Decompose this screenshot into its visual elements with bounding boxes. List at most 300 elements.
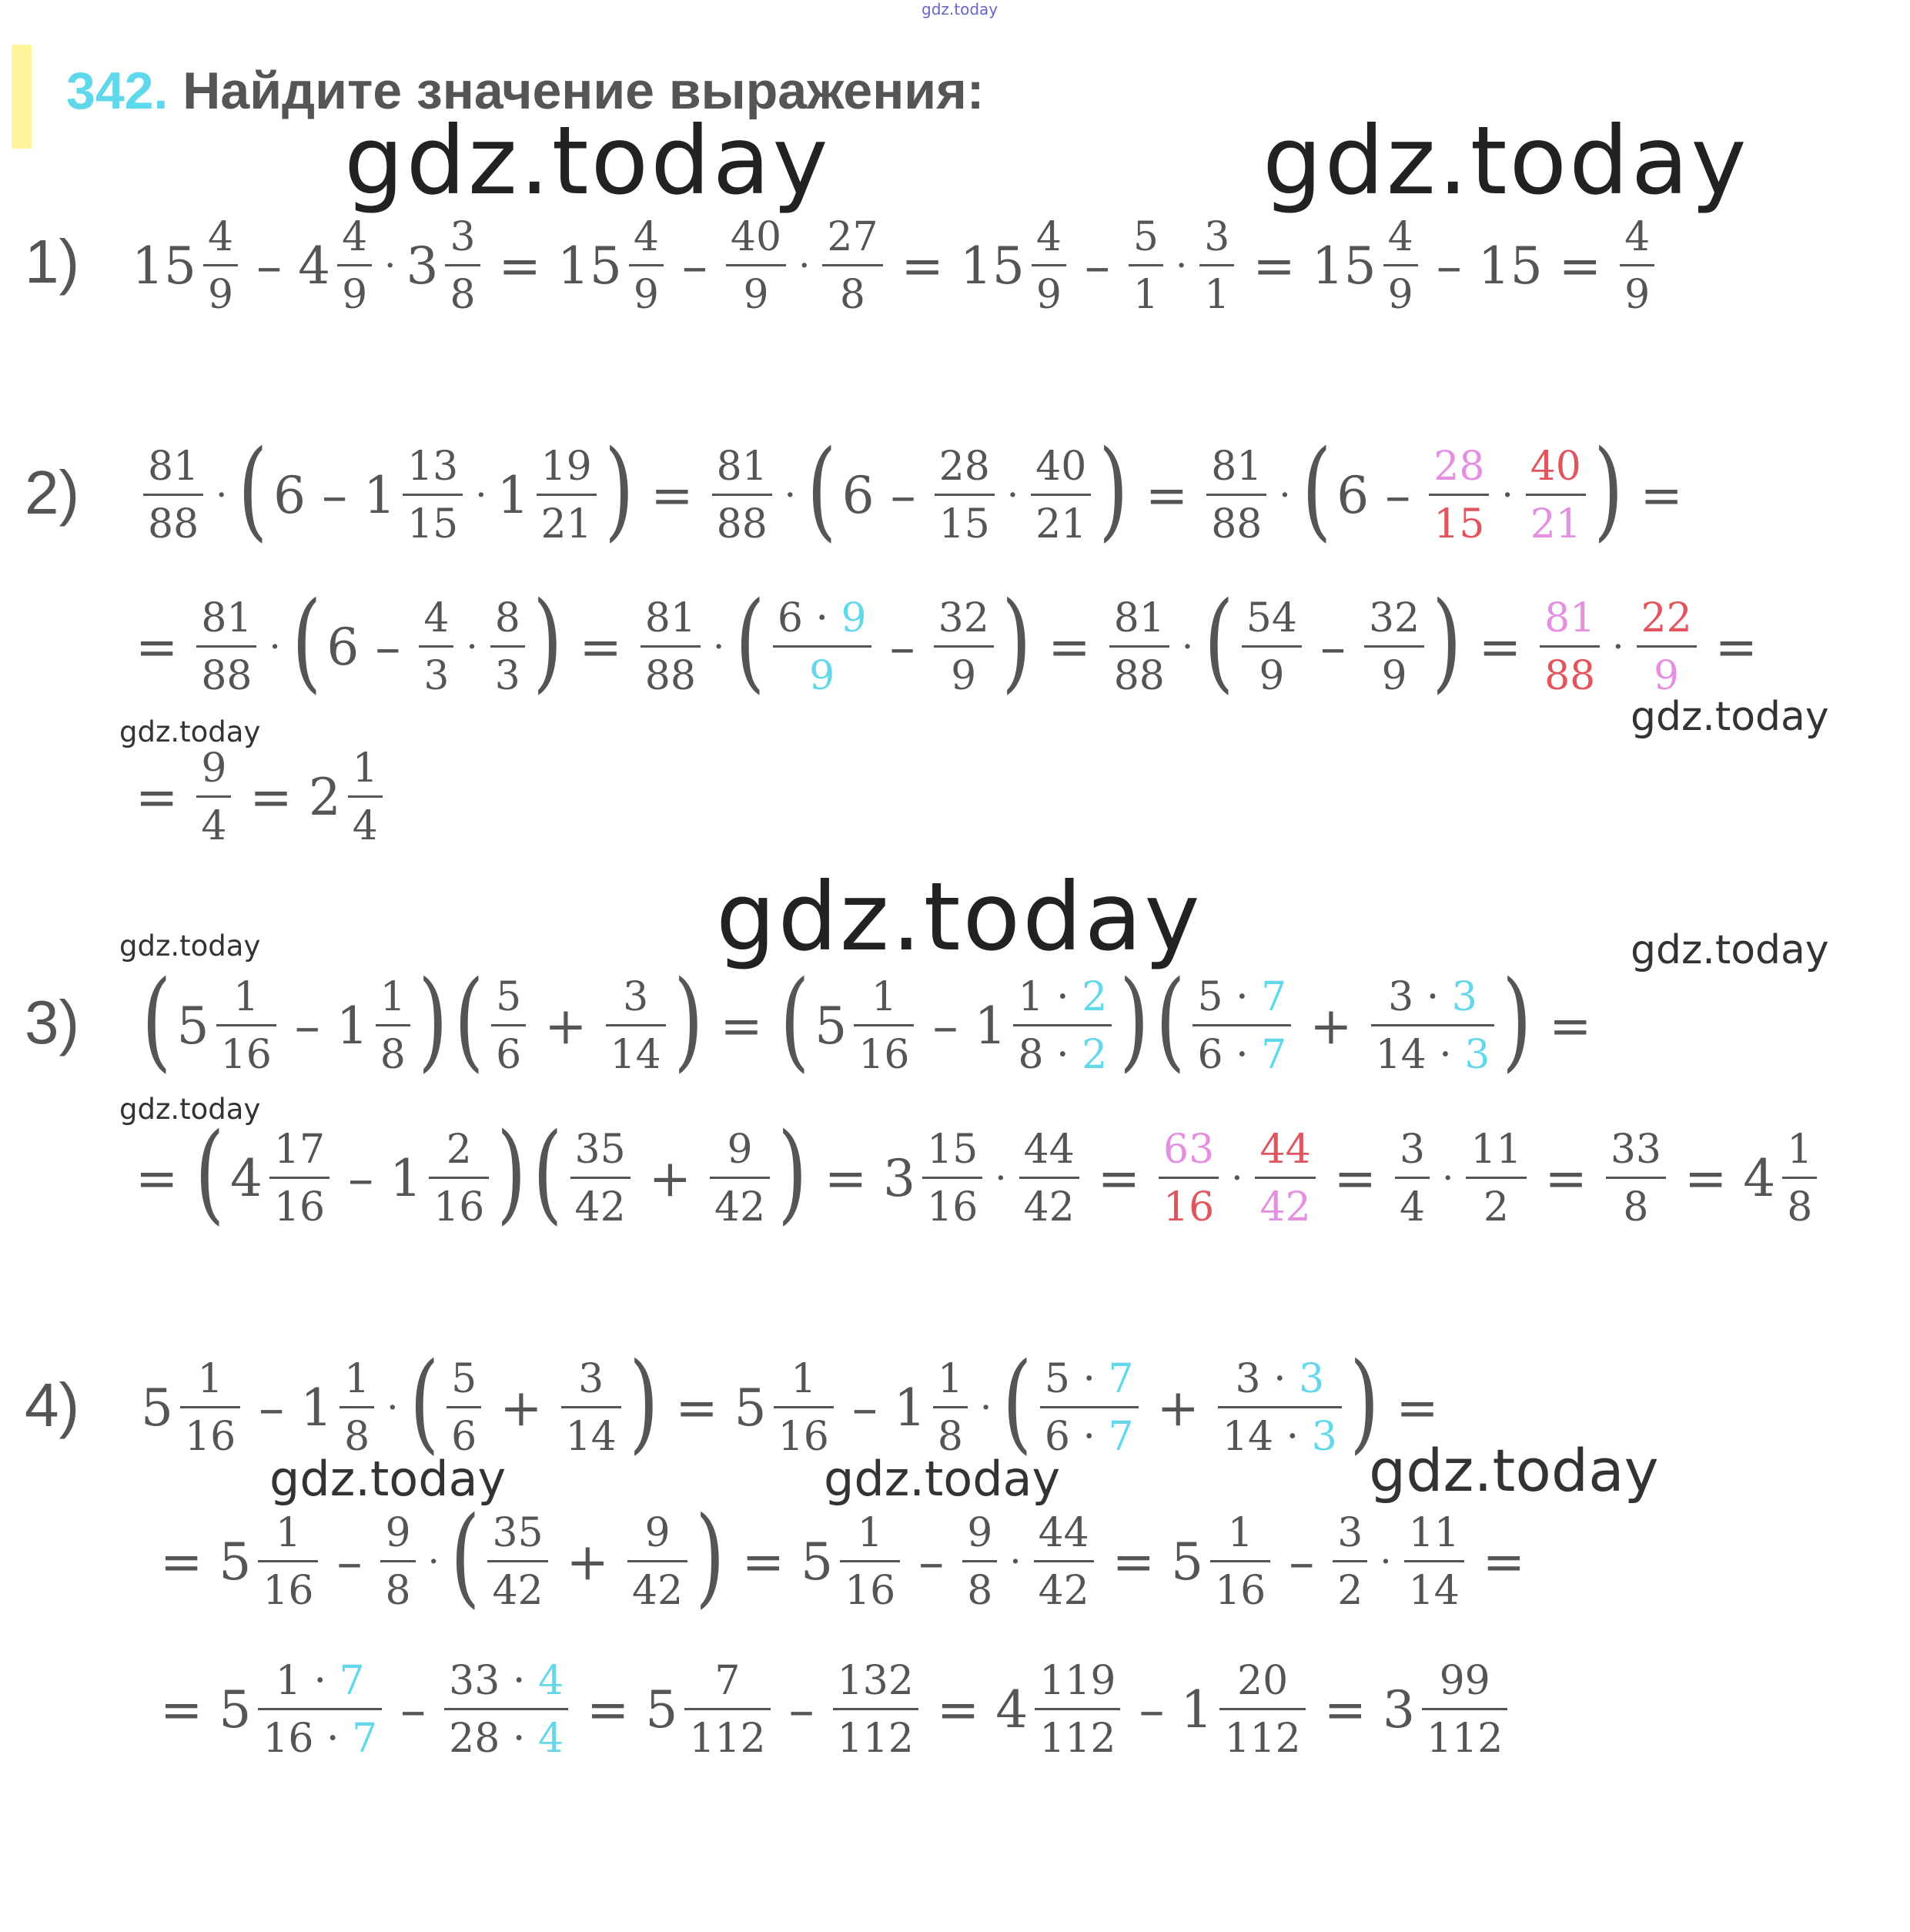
fraction-denominator: 6 [451,1413,477,1460]
fraction-denominator: 2 [1483,1184,1509,1231]
equals-sign: = [936,1679,980,1739]
fraction-numerator: 40 [730,213,782,260]
fraction-numerator: 13 [407,443,459,490]
equals-sign: = [1544,1148,1587,1208]
fraction [403,443,463,547]
fraction [1019,1126,1079,1231]
plus-sign: + [566,1532,609,1592]
plus-sign: + [648,1148,692,1208]
fraction-numerator: 20 [1237,1657,1289,1704]
fraction-denominator: 16 [220,1031,272,1078]
fraction-numerator: 5 · 7 [1044,1355,1134,1402]
fraction [537,443,597,547]
equals-sign: = [1097,1148,1141,1208]
fraction-denominator: 4 [352,802,378,849]
fraction-numerator: 1 [233,973,259,1020]
fraction [1526,443,1586,547]
fraction-numerator: 32 [938,594,989,641]
equals-sign: = [1640,465,1683,525]
fraction-denominator: 16 [1163,1184,1215,1231]
fraction [196,745,231,849]
fraction-denominator: 9 [1035,271,1062,318]
fraction [490,594,525,699]
fraction-numerator: 2 [446,1126,472,1173]
fraction-denominator: 14 · 3 [1375,1031,1490,1078]
fraction-bar [822,264,882,266]
fraction-bar [1395,1177,1430,1179]
fraction [1606,1126,1666,1231]
math-number: 15 [557,236,622,296]
fraction [1466,1126,1526,1231]
multiply-dot: · [1181,625,1194,668]
fraction-bar [1035,1708,1120,1710]
fraction-bar [712,494,772,496]
left-paren: ( [238,427,268,553]
fraction-bar [684,1708,770,1710]
fraction-bar [710,1177,770,1179]
fraction-bar [348,795,383,798]
fraction [1218,1355,1342,1460]
fraction-denominator: 8 · 2 [1018,1031,1108,1078]
fraction-bar [1013,1024,1112,1026]
multiply-dot: · [1442,1157,1454,1200]
fraction-bar [216,1024,276,1026]
fraction-denominator: 9 [1381,652,1407,699]
watermark: gdz.today [119,929,261,963]
fraction-bar [1526,494,1586,496]
equals-sign: = [249,767,293,827]
equals-sign: = [1482,1532,1526,1592]
left-paren: ( [533,1110,563,1236]
fraction [1109,594,1169,699]
fraction-numerator: 1 · 2 [1018,973,1108,1020]
fraction-numerator: 9 [385,1509,411,1556]
math-number: 1 [497,465,530,525]
fraction [180,1355,240,1460]
equals-sign: = [1549,996,1592,1056]
minus-sign: – [1139,1679,1165,1739]
plus-sign: + [1310,996,1353,1056]
left-paren: ( [195,1110,225,1236]
problem-4-line-2 [146,1494,1539,1623]
math-number: 15 [1477,236,1543,296]
fraction-numerator: 5 [496,973,522,1020]
fraction-bar [726,264,786,266]
fraction-denominator: 8 [450,271,476,318]
fraction-bar [854,1024,914,1026]
math-number: 3 [1383,1679,1416,1739]
fraction-denominator: 15 [407,501,459,547]
equals-sign: = [1323,1679,1367,1739]
fraction-numerator: 4 [1035,213,1062,260]
fraction-bar [143,494,203,496]
multiply-dot: · [1380,1540,1392,1583]
fraction-numerator: 4 [1387,213,1413,260]
multiply-dot: · [712,625,725,668]
equals-sign: = [1048,617,1091,677]
fraction-bar [1210,1560,1270,1562]
fraction [1333,1509,1367,1614]
fraction-bar [258,1560,318,1562]
fraction-denominator: 16 [927,1184,978,1231]
fraction-numerator: 11 [1408,1509,1460,1556]
left-paren: ( [1002,1340,1032,1465]
fraction-bar [561,1406,621,1408]
fraction [627,1509,687,1614]
fraction-denominator: 8 [1623,1184,1649,1231]
math-number: 5 [801,1532,834,1592]
right-paren: ) [673,958,704,1083]
equals-sign: = [1396,1378,1439,1438]
math-number: 15 [132,236,196,296]
fraction [1040,1355,1139,1460]
problem-label-4: 4) [25,1371,80,1439]
math-number: 5 [1171,1532,1204,1592]
fraction-bar [1129,264,1163,266]
multiply-dot: · [1009,1540,1022,1583]
fraction-bar [1219,1708,1305,1710]
math-number: 1 [974,996,1007,1056]
fraction-numerator: 1 [871,973,897,1020]
fraction [447,1355,481,1460]
fraction-numerator: 3 [1337,1509,1363,1556]
fraction [1032,213,1066,318]
minus-sign: – [932,996,958,1056]
right-paren: ) [1432,579,1462,705]
fraction-numerator: 1 [344,1355,370,1402]
fraction-numerator: 1 [1787,1126,1813,1173]
fraction-denominator: 16 [433,1184,485,1231]
fraction-numerator: 33 [1610,1126,1661,1173]
fraction-numerator: 3 · 3 [1235,1355,1325,1402]
equals-sign: = [1253,236,1296,296]
problem-label-3: 3) [25,988,80,1056]
fraction [491,973,526,1078]
left-paren: ( [453,958,483,1083]
fraction-numerator: 5 [451,1355,477,1402]
left-paren: ( [1156,958,1186,1083]
fraction [445,213,480,318]
fraction [833,1657,918,1762]
multiply-dot: · [475,474,487,517]
fraction-bar [1040,1406,1139,1408]
fraction [1129,213,1163,318]
fraction [1035,1657,1120,1762]
fraction-denominator: 15 [938,501,990,547]
fraction [444,1657,568,1762]
fraction-denominator: 9 [633,271,659,318]
fraction-numerator: 4 [1624,213,1651,260]
fraction-denominator: 9 [809,652,835,699]
fraction [348,745,383,849]
fraction [419,594,453,699]
fraction-denominator: 8 [385,1567,411,1614]
fraction [429,1126,489,1231]
fraction-denominator: 42 [1023,1184,1075,1231]
multiply-dot: · [384,244,396,287]
fraction-bar [1429,494,1489,496]
fraction [629,213,664,318]
fraction-bar [419,645,453,648]
fraction-denominator: 42 [492,1567,544,1614]
fraction-denominator: 88 [148,501,199,547]
problem-1-line-1 [129,204,1659,327]
fraction-bar [1466,1177,1526,1179]
fraction-bar [1782,1177,1817,1179]
equals-sign: = [160,1679,203,1739]
left-paren: ( [807,427,837,553]
math-number: 1 [893,1378,926,1438]
fraction-denominator: 16 [845,1567,896,1614]
fraction-numerator: 5 [1132,213,1159,260]
fraction [684,1657,770,1762]
fraction-bar [491,1024,526,1026]
fraction-numerator: 63 [1163,1126,1215,1173]
multiply-dot: · [1501,474,1514,517]
fraction [712,443,772,547]
fraction-bar [1333,1560,1367,1562]
fraction-numerator: 3 · 3 [1388,973,1477,1020]
problem-4-line-1 [139,1340,1453,1469]
fraction [196,594,256,699]
plus-sign: + [1156,1378,1199,1438]
fraction [380,1509,415,1614]
multiply-dot: · [979,1386,992,1429]
watermark-top: gdz.today [922,0,998,18]
left-paren: ( [735,579,765,705]
multiply-dot: · [427,1540,440,1583]
fraction-denominator: 9 [951,652,977,699]
watermark: gdz.today [716,862,1203,972]
fraction-numerator: 28 [1433,443,1485,490]
minus-sign: – [788,1679,815,1739]
fraction-bar [1206,494,1266,496]
fraction-bar [258,1708,382,1710]
fraction-numerator: 28 [938,443,990,490]
fraction-denominator: 6 [496,1031,522,1078]
fraction-denominator: 21 [1035,501,1087,547]
fraction-bar [934,645,994,648]
right-paren: ) [1502,958,1532,1083]
equals-sign: = [741,1532,785,1592]
fraction-denominator: 9 [342,271,368,318]
fraction-bar [376,1024,410,1026]
minus-sign: – [375,617,401,677]
math-number: 15 [959,236,1025,296]
fraction [1013,973,1112,1078]
problem-2-line-2 [122,579,1771,708]
fraction-numerator: 7 [714,1657,741,1704]
fraction-denominator: 9 [1259,652,1285,699]
problem-4-line-3 [146,1648,1512,1771]
fraction-denominator: 6 · 7 [1044,1413,1134,1460]
fraction [710,1126,770,1231]
fraction-bar [962,1560,997,1562]
right-paren: ) [695,1494,725,1619]
highlight-bar [12,45,32,149]
minus-sign: – [890,465,916,525]
fraction-denominator: 1 [1132,271,1159,318]
fraction-denominator: 21 [540,501,592,547]
fraction-numerator: 6 · 9 [777,594,867,641]
exercise-title: Найдите значение выражения: [182,62,985,120]
fraction-denominator: 2 [1337,1567,1363,1614]
math-number: 1 [336,996,369,1056]
fraction [774,1355,834,1460]
fraction-denominator: 9 [207,271,234,318]
math-number: 5 [141,1378,173,1438]
equals-sign: = [824,1148,868,1208]
fraction-bar [1422,1708,1507,1710]
math-number: 6 [326,617,360,677]
equals-sign: = [579,617,622,677]
fraction-numerator: 1 [937,1355,963,1402]
equals-sign: = [135,1148,179,1208]
fraction-bar [606,1024,666,1026]
fraction-bar [1540,645,1600,648]
fraction-bar [447,1406,481,1408]
fraction [1637,594,1697,699]
fraction-denominator: 15 [1433,501,1485,547]
fraction [1782,1126,1817,1231]
fraction-denominator: 42 [574,1184,626,1231]
fraction-numerator: 81 [1113,594,1165,641]
plus-sign: + [500,1378,543,1438]
fraction [1034,1509,1094,1614]
fraction [269,1126,329,1231]
math-number: 5 [219,1532,252,1592]
equals-sign: = [587,1679,630,1739]
minus-sign: – [322,465,348,525]
fraction-numerator: 9 [727,1126,753,1173]
right-paren: ) [1001,579,1032,705]
fraction-numerator: 3 [1204,213,1230,260]
fraction-bar [1034,1560,1094,1562]
equals-sign: = [1145,465,1189,525]
fraction-denominator: 112 [1224,1715,1301,1762]
equals-sign: = [135,617,179,677]
math-number: 1 [390,1148,423,1208]
fraction-denominator: 112 [1427,1715,1504,1762]
fraction-bar [933,1406,968,1408]
math-number: 6 [1336,465,1370,525]
fraction [258,1509,318,1614]
fraction-bar [1606,1177,1666,1179]
fraction [962,1509,997,1614]
fraction-bar [627,1560,687,1562]
fraction [726,213,786,318]
fraction-bar [1159,1177,1219,1179]
fraction-numerator: 4 [633,213,659,260]
equals-sign: = [160,1532,203,1592]
problem-label-1: 1) [25,227,80,296]
fraction-numerator: 9 [201,745,227,792]
fraction [203,213,238,318]
fraction-denominator: 8 [1787,1184,1813,1231]
exercise-number: 342. [66,62,169,120]
minus-sign: – [1320,617,1346,677]
fraction-bar [840,1560,900,1562]
fraction-numerator: 132 [837,1657,914,1704]
math-number: 3 [883,1148,916,1208]
fraction-bar [340,1406,374,1408]
fraction [773,594,871,699]
plus-sign: + [544,996,587,1056]
fraction-denominator: 88 [1544,652,1596,699]
problem-2-line-1 [139,427,1697,557]
fraction-bar [490,645,525,648]
fraction [606,973,666,1078]
fraction-numerator: 22 [1641,594,1692,641]
fraction [1620,213,1654,318]
math-number: 15 [1311,236,1376,296]
fraction-denominator: 21 [1530,501,1581,547]
minus-sign: – [1289,1532,1315,1592]
fraction-denominator: 88 [1211,501,1263,547]
fraction-numerator: 9 [967,1509,993,1556]
fraction [1429,443,1489,547]
fraction [933,1355,968,1460]
fraction [561,1355,621,1460]
fraction-denominator: 88 [644,652,696,699]
fraction-numerator: 40 [1035,443,1087,490]
minus-sign: – [1385,465,1411,525]
math-number: 4 [229,1148,263,1208]
multiply-dot: · [269,625,281,668]
right-paren: ) [418,958,448,1083]
fraction-bar [444,1708,568,1710]
fraction [570,1126,631,1231]
fraction-denominator: 16 [1215,1567,1266,1614]
fraction-bar [1383,264,1418,266]
fraction [1210,1509,1270,1614]
fraction-numerator: 3 [450,213,476,260]
fraction-denominator: 16 [858,1031,910,1078]
multiply-dot: · [1231,1157,1243,1200]
fraction-denominator: 6 · 7 [1197,1031,1287,1078]
minus-sign: – [256,236,283,296]
minus-sign: – [1436,236,1462,296]
fraction-bar [196,795,231,798]
fraction-bar [570,1177,631,1179]
fraction-numerator: 15 [927,1126,978,1173]
fraction [258,1657,382,1762]
fraction [1540,594,1600,699]
fraction-bar [1620,264,1654,266]
fraction-bar [773,645,871,648]
fraction-denominator: 8 [937,1413,963,1460]
multiply-dot: · [216,474,228,517]
watermark: gdz.today [119,1093,261,1126]
fraction [1383,213,1418,318]
fraction-numerator: 35 [492,1509,544,1556]
left-paren: ( [142,958,172,1083]
fraction-numerator: 19 [540,443,592,490]
fraction-bar [1199,264,1234,266]
fraction-denominator: 42 [1259,1184,1311,1231]
fraction-numerator: 44 [1259,1126,1311,1173]
math-number: 4 [995,1679,1029,1739]
math-number: 5 [734,1378,767,1438]
minus-sign: – [918,1532,945,1592]
fraction-denominator: 16 [273,1184,326,1231]
left-paren: ( [291,579,322,705]
right-paren: ) [1119,958,1149,1083]
fraction-denominator: 9 [1624,271,1651,318]
minus-sign: – [889,617,915,677]
multiply-dot: · [466,625,478,668]
fraction-numerator: 4 [423,594,450,641]
